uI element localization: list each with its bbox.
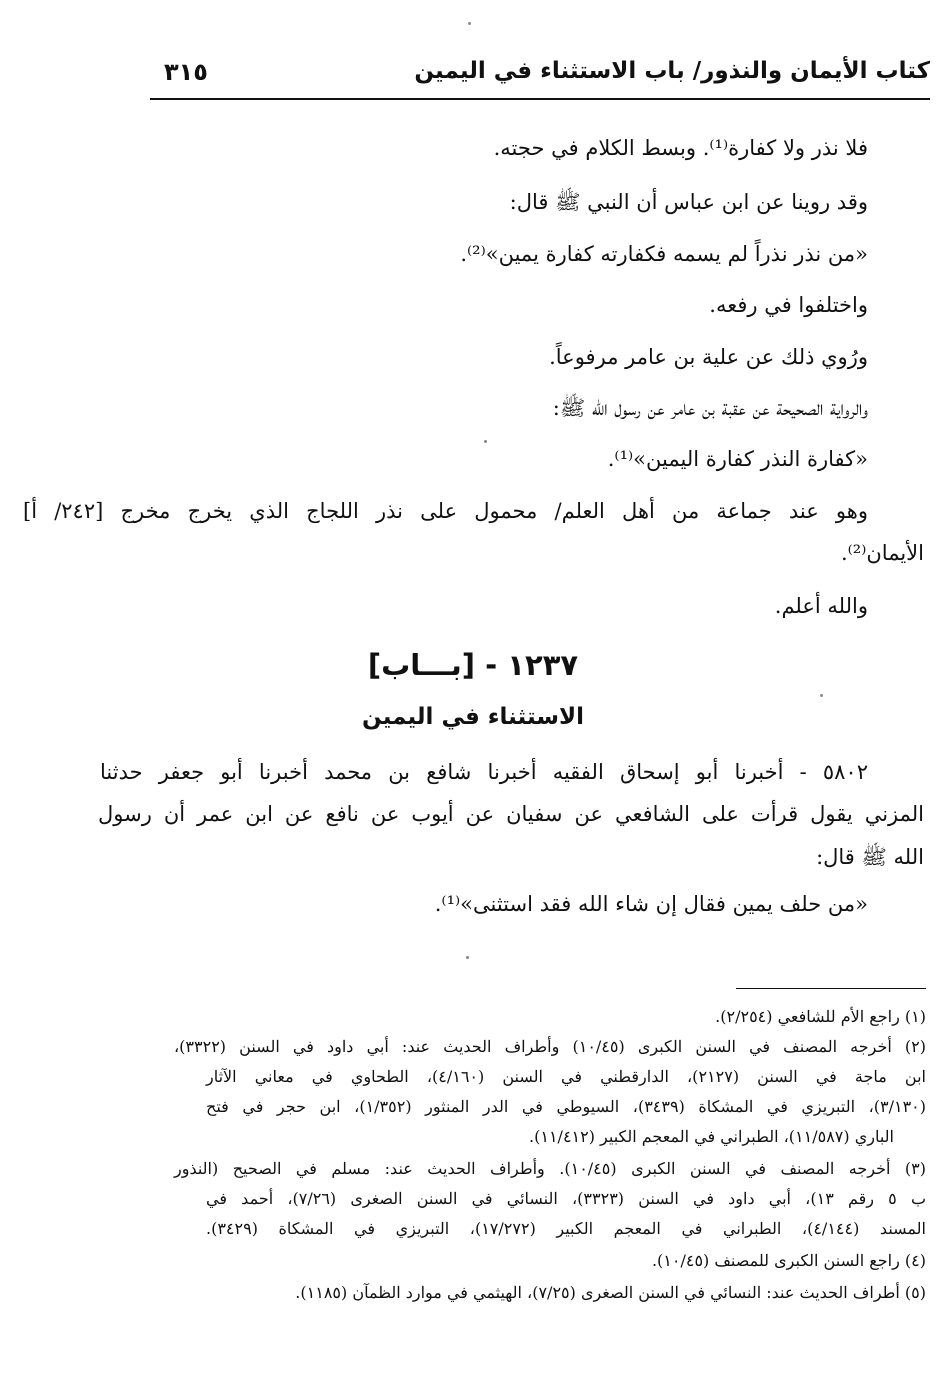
footnote: المسند (٤/١٤٤)، الطبراني في المعجم الكبير (١٧/٢٧٢)، التبريزي في المشكاة (٣٤٢٩). — [206, 1219, 926, 1238]
footnote: (٣/١٣٠)، التبريزي في المشكاة (٣٤٣٩)، السيوطي في الدر المنثور (١/٣٥٢)، ابن حجر في فتح — [206, 1097, 926, 1116]
body-line: واختلفوا في رفعه. — [709, 293, 868, 317]
page-number: ٣١٥ — [164, 58, 208, 86]
page-header — [150, 48, 930, 100]
footnote: الباري (١١/٥٨٧)، الطبراني في المعجم الكبير (١١/٤١٢). — [529, 1127, 894, 1146]
footnote: (٥) أطراف الحديث عند: النسائي في السنن الصغرى (٧/٢٥)، الهيثمي في موارد الظمآن (١١٨٥). — [295, 1283, 926, 1302]
body-line: وقد روينا عن ابن عباس أن النبي ﷺ قال: — [509, 190, 868, 214]
hadith-line: المزني يقول قرأت على الشافعي عن سفيان عن أيوب عن نافع عن ابن عمر أن رسول — [98, 802, 924, 826]
body-line: وهو عند جماعة من أهل العلم/ محمول على نذر اللجاج الذي يخرج مخرج [٢٤٢/ أ] — [23, 499, 868, 523]
chapter-number: ١٢٣٧ - [بـــاب] — [367, 648, 579, 682]
footnote: (٢) أخرجه المصنف في السنن الكبرى (١٠/٤٥) وأطراف الحديث عند: أبي داود في السنن (٣٣٢٢)، — [174, 1037, 926, 1056]
hadith-line: ٥٨٠٢ - أخبرنا أبو إسحاق الفقيه أخبرنا شافع بن محمد أخبرنا أبو جعفر حدثنا — [100, 760, 868, 784]
footnote: ابن ماجة في السنن (٢١٢٧)، الدارقطني في السنن (٤/١٦٠)، الطحاوي في معاني الآثار — [206, 1067, 926, 1086]
chapter-title: الاستثناء في اليمين — [362, 704, 584, 730]
footnote: (٣) أخرجه المصنف في السنن الكبرى (١٠/٤٥). وأطراف الحديث عند: مسلم في الصحيح (النذور — [174, 1159, 927, 1178]
scan-speck — [466, 956, 469, 959]
hadith-line: الله ﷺ قال: — [816, 845, 924, 869]
scan-speck — [820, 694, 823, 697]
running-title: كتاب الأيمان والنذور/ باب الاستثناء في اليمين — [414, 58, 930, 84]
footnote-divider — [736, 988, 926, 989]
footnote: (١) راجع الأم للشافعي (٢/٢٥٤). — [715, 1007, 926, 1026]
body-line: ورُوي ذلك عن علية بن عامر مرفوعاً. — [549, 345, 868, 369]
hadith-line: «من حلف يمين فقال إن شاء الله فقد استثنى»⁽¹⁾. — [434, 892, 868, 916]
footnote: ب ٥ رقم ١٣)، أبي داود في السنن (٣٣٢٣)، النسائي في السنن الصغرى (٧/٢٦)، أحمد في — [206, 1189, 927, 1208]
body-line: والرواية الصحيحة عن عقبة بن عامر عن رسول الله ﷺ: — [552, 396, 868, 420]
body-line: «كفارة النذر كفارة اليمين»⁽¹⁾. — [607, 447, 868, 471]
scan-speck — [484, 440, 487, 443]
scan-speck — [468, 22, 471, 25]
footnote: (٤) راجع السنن الكبرى للمصنف (١٠/٤٥). — [651, 1251, 926, 1270]
body-line: فلا نذر ولا كفارة⁽¹⁾. وبسط الكلام في حجته. — [493, 136, 868, 160]
body-line: والله أعلم. — [774, 594, 868, 618]
body-line: الأيمان⁽²⁾. — [840, 541, 924, 565]
body-line: «من نذر نذراً لم يسمه فكفارته كفارة يمين»⁽²⁾. — [460, 242, 868, 266]
